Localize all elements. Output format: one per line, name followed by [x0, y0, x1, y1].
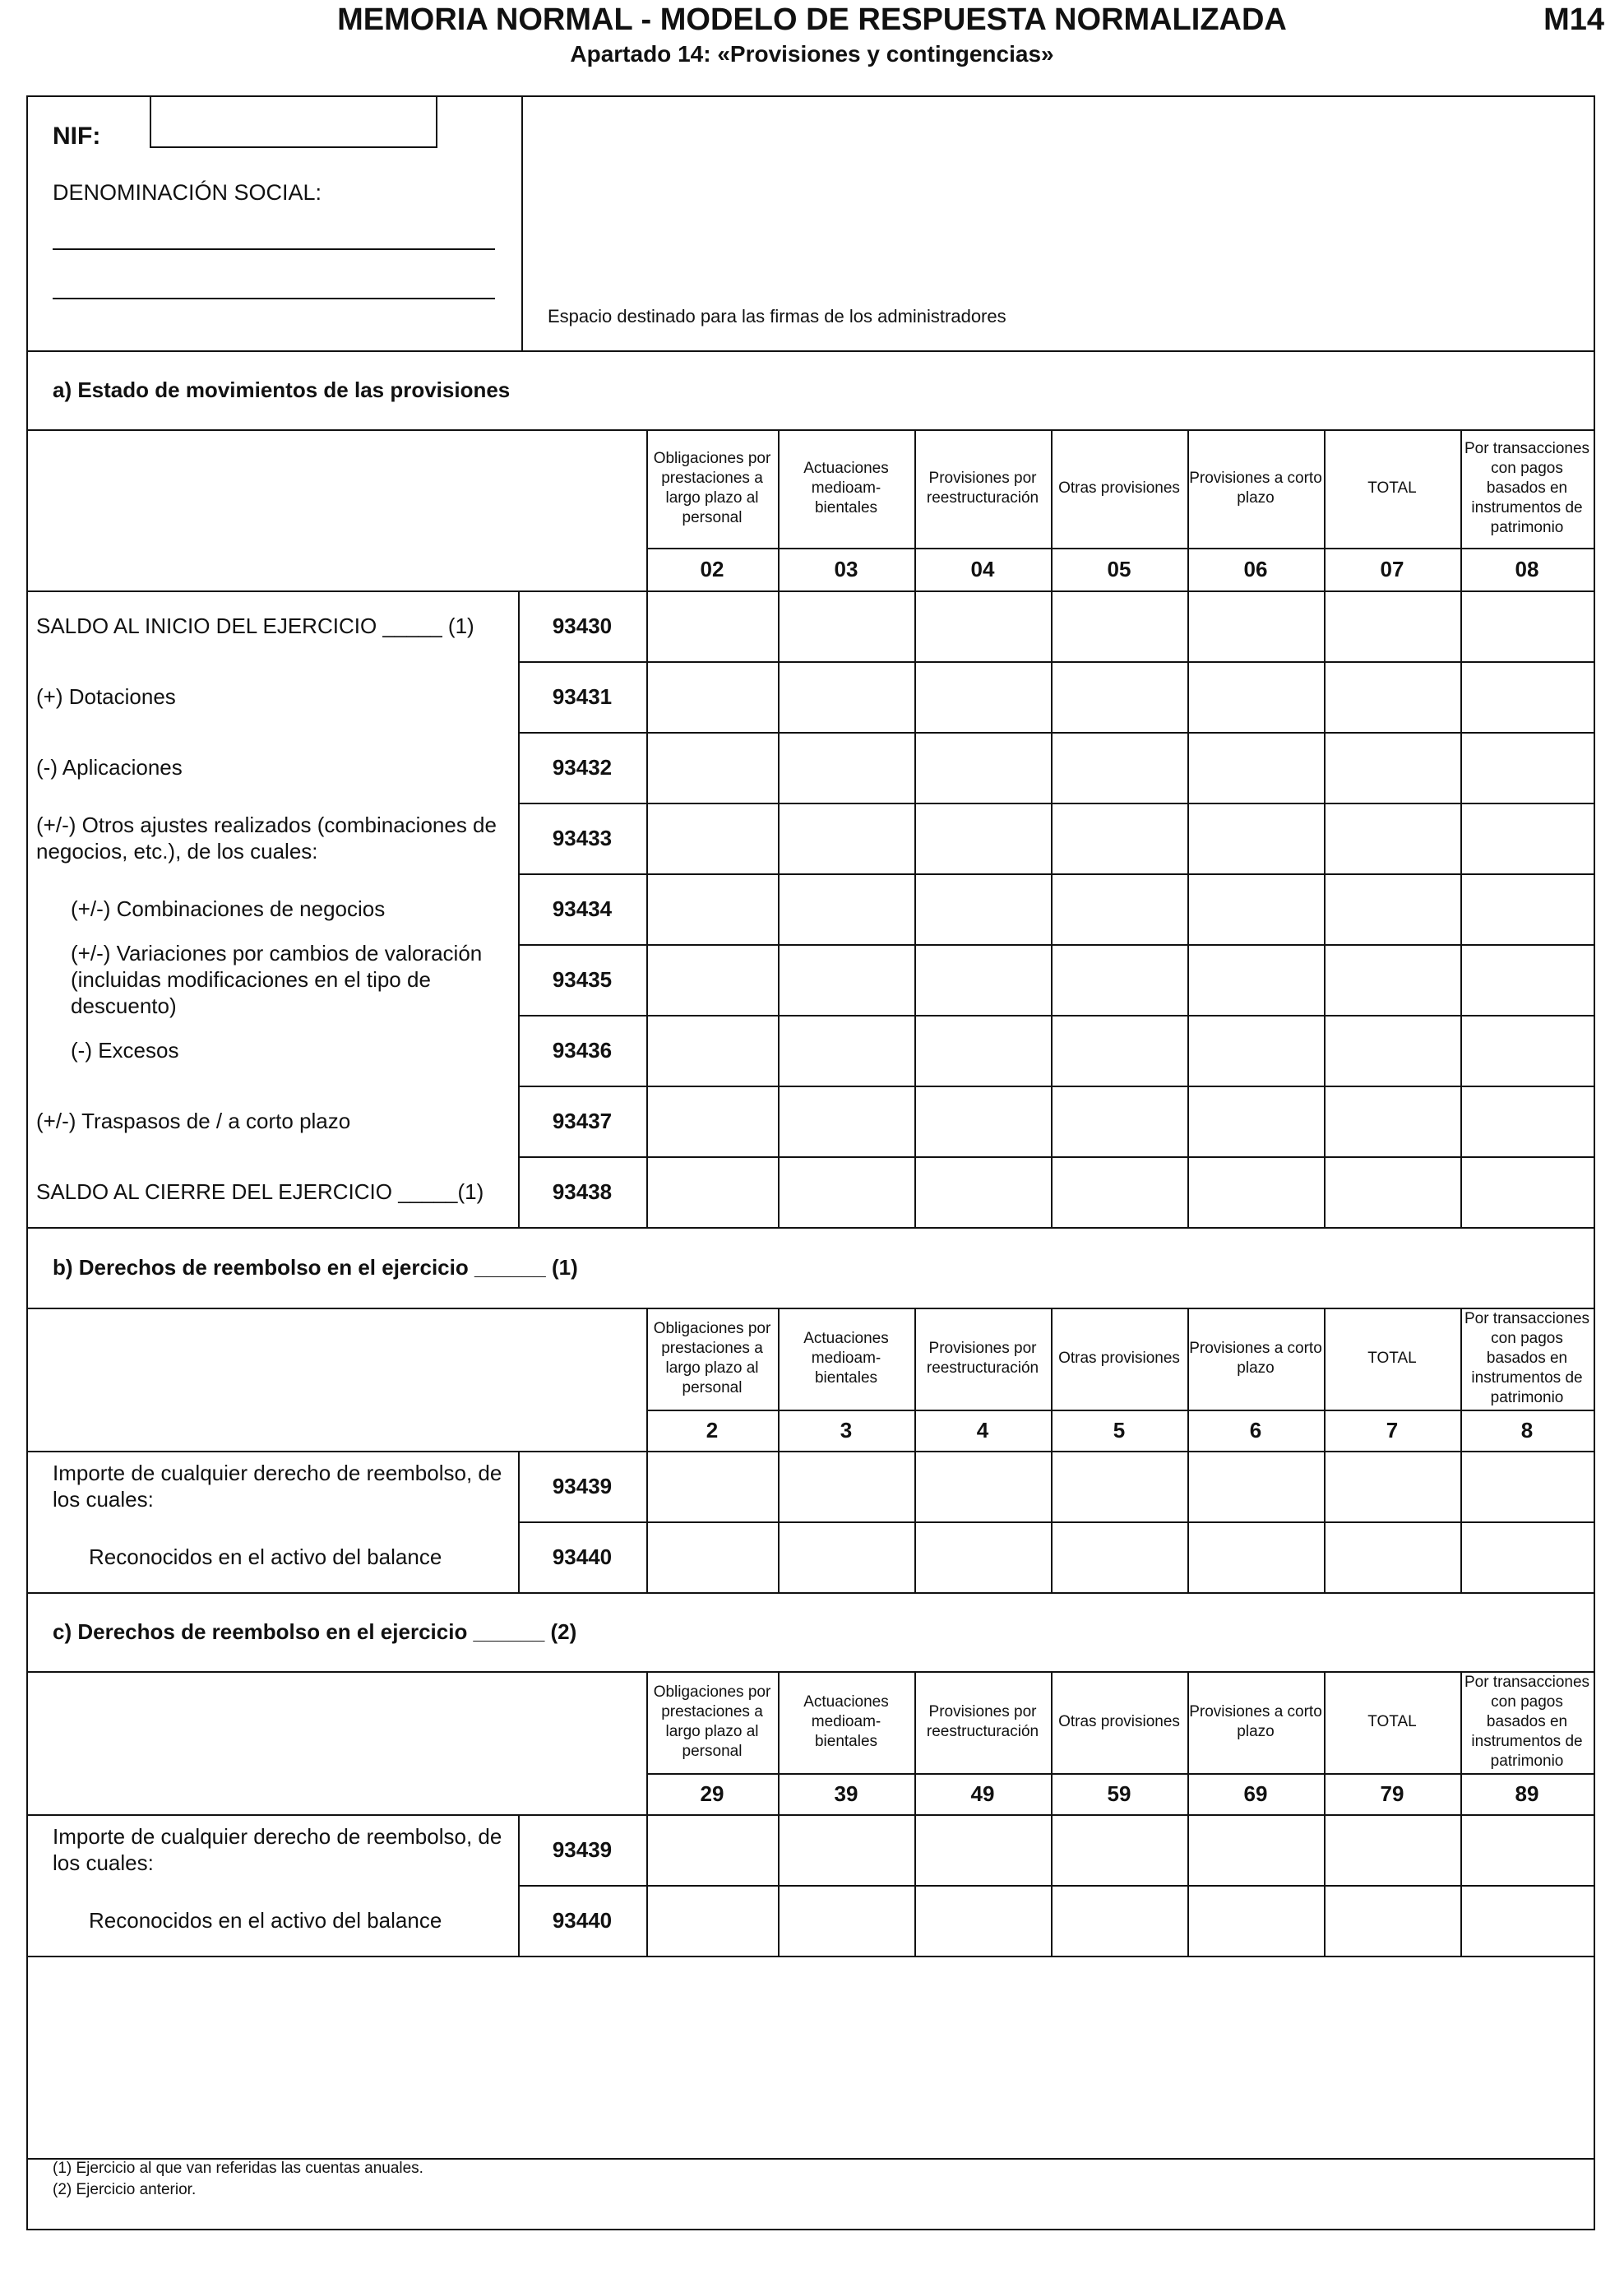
- a-value-cell[interactable]: [1460, 732, 1594, 803]
- a-value-cell[interactable]: [646, 944, 778, 1015]
- c-value-cell[interactable]: [1187, 1885, 1324, 1956]
- c-label-code-divider: [518, 1814, 520, 1956]
- a-value-cell[interactable]: [778, 661, 914, 732]
- a-value-cell[interactable]: [1324, 732, 1460, 803]
- footnote-1: (1) Ejercicio al que van referidas las cuentas anuales.: [53, 2160, 423, 2177]
- b-column-divider-3: [914, 1308, 916, 1451]
- b-column-header-5: Provisiones a corto plazo: [1189, 1340, 1322, 1377]
- a-value-cell[interactable]: [1460, 661, 1594, 732]
- a-column-code-2: 03: [834, 556, 858, 581]
- b-value-cell[interactable]: [1051, 1521, 1187, 1592]
- signature-space-label: Espacio destinado para las firmas de los administradores: [548, 306, 1006, 326]
- a-value-cell[interactable]: [1460, 803, 1594, 873]
- a-value-cell[interactable]: [646, 732, 778, 803]
- c-value-cell[interactable]: [778, 1885, 914, 1956]
- a-value-divider-2: [778, 590, 780, 1227]
- b-column-code-5: 6: [1249, 1417, 1262, 1443]
- b-value-cell[interactable]: [646, 1521, 778, 1592]
- a-value-cell[interactable]: [1187, 873, 1324, 944]
- b-column-divider-1: [646, 1308, 648, 1451]
- b-value-cell[interactable]: [778, 1521, 914, 1592]
- c-value-cell[interactable]: [1187, 1814, 1324, 1885]
- a-row-label: SALDO AL CIERRE DEL EJERCICIO _____(1): [36, 1179, 484, 1204]
- a-column-header-3: Provisiones por reestructuración: [926, 470, 1039, 507]
- c-column-header-2: Actuaciones medioam- bientales: [803, 1693, 889, 1750]
- a-value-divider-5: [1187, 590, 1189, 1227]
- c-value-cell[interactable]: [1324, 1814, 1460, 1885]
- a-value-cell[interactable]: [1460, 590, 1594, 661]
- a-column-header-2: Actuaciones medioam- bientales: [803, 460, 889, 516]
- c-value-divider-1: [646, 1814, 648, 1956]
- b-header-num-border: [646, 1410, 1594, 1411]
- a-value-cell[interactable]: [1187, 732, 1324, 803]
- a-value-cell[interactable]: [1187, 661, 1324, 732]
- c-column-divider-4: [1051, 1671, 1053, 1814]
- a-value-cell[interactable]: [1051, 944, 1187, 1015]
- a-value-divider-4: [1051, 590, 1053, 1227]
- a-value-cell[interactable]: [1187, 1015, 1324, 1086]
- a-column-code-1: 02: [700, 556, 724, 581]
- c-value-cell[interactable]: [1324, 1885, 1460, 1956]
- b-value-divider-4: [1051, 1451, 1053, 1592]
- c-value-divider-6: [1324, 1814, 1326, 1956]
- footnotes: [53, 2158, 423, 2201]
- form-subtitle: Apartado 14: «Provisiones y contingencias»: [570, 41, 1054, 67]
- c-row-label: Importe de cualquier derecho de reembolso, de los cuales:: [53, 1824, 502, 1875]
- a-value-cell[interactable]: [1460, 1015, 1594, 1086]
- b-row-label: Reconocidos en el activo del balance: [89, 1544, 442, 1569]
- b-column-header-3: Provisiones por reestructuración: [926, 1340, 1039, 1377]
- c-header-num-border: [646, 1773, 1594, 1775]
- a-header-num-border: [646, 548, 1594, 549]
- a-value-cell[interactable]: [778, 590, 914, 661]
- a-value-cell[interactable]: [1187, 1156, 1324, 1227]
- b-row-code: 93439: [552, 1473, 613, 1498]
- c-column-code-3: 49: [970, 1781, 995, 1806]
- a-row-code: 93433: [552, 825, 613, 850]
- a-row-label: SALDO AL INICIO DEL EJERCICIO _____ (1): [36, 614, 474, 638]
- a-column-header-1: Obligaciones por prestaciones a largo plazo al personal: [653, 450, 771, 526]
- b-column-header-7: Por transacciones con pagos basados en instrumentos de patrimonio: [1464, 1310, 1590, 1406]
- b-value-cell[interactable]: [914, 1521, 1051, 1592]
- a-value-cell[interactable]: [1051, 1015, 1187, 1086]
- b-column-divider-4: [1051, 1308, 1053, 1451]
- c-column-code-6: 79: [1380, 1781, 1404, 1806]
- c-value-divider-2: [778, 1814, 780, 1956]
- a-value-cell[interactable]: [646, 803, 778, 873]
- a-column-header-5: Provisiones a corto plazo: [1189, 470, 1322, 507]
- a-value-cell[interactable]: [778, 873, 914, 944]
- b-value-divider-5: [1187, 1451, 1189, 1592]
- b-value-cell[interactable]: [778, 1451, 914, 1521]
- b-label-code-divider: [518, 1451, 520, 1592]
- c-value-cell[interactable]: [646, 1885, 778, 1956]
- model-code: M14: [1543, 2, 1604, 37]
- denomination-label: DENOMINACIÓN SOCIAL:: [53, 180, 322, 205]
- a-value-cell[interactable]: [1187, 944, 1324, 1015]
- b-value-divider-3: [914, 1451, 916, 1592]
- a-row-label: (-) Aplicaciones: [36, 755, 183, 780]
- b-column-header-2: Actuaciones medioam- bientales: [803, 1330, 889, 1387]
- a-column-divider-7: [1460, 429, 1462, 590]
- b-column-header-4: Otras provisiones: [1058, 1350, 1180, 1367]
- a-value-cell[interactable]: [778, 1156, 914, 1227]
- a-value-cell[interactable]: [914, 1086, 1051, 1156]
- a-value-cell[interactable]: [914, 873, 1051, 944]
- denomination-field-line-1[interactable]: [53, 248, 495, 250]
- a-value-divider-3: [914, 590, 916, 1227]
- a-value-cell[interactable]: [1460, 944, 1594, 1015]
- nif-label: NIF:: [53, 123, 101, 150]
- a-value-cell[interactable]: [914, 944, 1051, 1015]
- a-value-divider-7: [1460, 590, 1462, 1227]
- c-column-divider-7: [1460, 1671, 1462, 1814]
- b-row-code: 93440: [552, 1544, 613, 1569]
- a-row-label: (-) Excesos: [71, 1038, 179, 1063]
- form-title: MEMORIA NORMAL - MODELO DE RESPUESTA NORMALIZADA: [337, 2, 1287, 37]
- a-value-cell[interactable]: [914, 661, 1051, 732]
- c-value-cell[interactable]: [1051, 1814, 1187, 1885]
- c-column-divider-2: [778, 1671, 780, 1814]
- a-column-code-4: 05: [1107, 556, 1131, 581]
- a-row-code: 93432: [552, 754, 613, 780]
- a-row-code: 93436: [552, 1037, 613, 1063]
- c-value-divider-7: [1460, 1814, 1462, 1956]
- a-value-cell[interactable]: [1460, 1156, 1594, 1227]
- c-value-divider-4: [1051, 1814, 1053, 1956]
- b-value-divider-7: [1460, 1451, 1462, 1592]
- b-column-header-1: Obligaciones por prestaciones a largo plazo al personal: [653, 1320, 771, 1396]
- b-value-cell[interactable]: [1460, 1451, 1594, 1521]
- b-column-code-3: 4: [976, 1417, 989, 1443]
- c-column-header-1: Obligaciones por prestaciones a largo plazo al personal: [653, 1683, 771, 1760]
- b-value-cell[interactable]: [1051, 1451, 1187, 1521]
- a-column-divider-4: [1051, 429, 1053, 590]
- a-value-cell[interactable]: [1051, 803, 1187, 873]
- c-value-cell[interactable]: [778, 1814, 914, 1885]
- a-value-cell[interactable]: [1051, 732, 1187, 803]
- c-row-code: 93439: [552, 1836, 613, 1862]
- c-column-divider-6: [1324, 1671, 1326, 1814]
- a-value-cell[interactable]: [1187, 803, 1324, 873]
- a-column-divider-1: [646, 429, 648, 590]
- a-row-code: 93431: [552, 683, 613, 709]
- a-row-label: (+/-) Otros ajustes realizados (combinaciones de negocios, etc.), de los cuales:: [36, 813, 497, 864]
- b-value-cell[interactable]: [1187, 1451, 1324, 1521]
- b-column-code-7: 8: [1520, 1417, 1534, 1443]
- a-value-cell[interactable]: [1187, 590, 1324, 661]
- a-value-cell[interactable]: [914, 803, 1051, 873]
- a-column-code-5: 06: [1243, 556, 1268, 581]
- a-value-cell[interactable]: [1051, 1086, 1187, 1156]
- c-value-cell[interactable]: [914, 1814, 1051, 1885]
- a-value-divider-6: [1324, 590, 1326, 1227]
- c-value-divider-5: [1187, 1814, 1189, 1956]
- b-column-divider-2: [778, 1308, 780, 1451]
- a-value-cell[interactable]: [1051, 1156, 1187, 1227]
- b-column-code-2: 3: [840, 1417, 853, 1443]
- b-value-cell[interactable]: [1187, 1521, 1324, 1592]
- a-value-cell[interactable]: [1324, 1015, 1460, 1086]
- c-column-header-4: Otras provisiones: [1058, 1713, 1180, 1730]
- c-row-code: 93440: [552, 1907, 613, 1933]
- a-value-cell[interactable]: [1460, 873, 1594, 944]
- b-value-cell[interactable]: [1324, 1451, 1460, 1521]
- b-value-cell[interactable]: [1324, 1521, 1460, 1592]
- c-value-cell[interactable]: [646, 1814, 778, 1885]
- c-column-code-1: 29: [700, 1781, 724, 1806]
- a-value-cell[interactable]: [914, 590, 1051, 661]
- a-value-cell[interactable]: [646, 661, 778, 732]
- a-column-divider-6: [1324, 429, 1326, 590]
- a-value-cell[interactable]: [1051, 661, 1187, 732]
- a-value-cell[interactable]: [646, 873, 778, 944]
- c-column-header-7: Por transacciones con pagos basados en instrumentos de patrimonio: [1464, 1674, 1590, 1770]
- c-section-title: c) Derechos de reembolso en el ejercicio ______ (2): [53, 1619, 577, 1644]
- b-value-cell[interactable]: [646, 1451, 778, 1521]
- c-column-code-5: 69: [1243, 1781, 1268, 1806]
- a-value-cell[interactable]: [1187, 1086, 1324, 1156]
- c-value-cell[interactable]: [1460, 1814, 1594, 1885]
- b-column-divider-5: [1187, 1308, 1189, 1451]
- a-value-cell[interactable]: [914, 732, 1051, 803]
- a-value-cell[interactable]: [1324, 803, 1460, 873]
- c-column-divider-3: [914, 1671, 916, 1814]
- a-row-code: 93438: [552, 1179, 613, 1204]
- c-value-cell[interactable]: [914, 1885, 1051, 1956]
- a-value-cell[interactable]: [778, 803, 914, 873]
- a-column-code-3: 04: [970, 556, 995, 581]
- a-row-label: (+) Dotaciones: [36, 684, 176, 709]
- a-value-cell[interactable]: [914, 1156, 1051, 1227]
- a-row-code: 93434: [552, 896, 613, 921]
- a-value-cell[interactable]: [1324, 944, 1460, 1015]
- a-row-label: (+/-) Variaciones por cambios de valoración (incluidas modificaciones en el tipo de descuento): [71, 941, 483, 1018]
- c-column-code-4: 59: [1107, 1781, 1131, 1806]
- denomination-field-line-2[interactable]: [53, 298, 495, 299]
- c-column-divider-1: [646, 1671, 648, 1814]
- b-column-code-4: 5: [1113, 1417, 1126, 1443]
- a-label-code-divider: [518, 590, 520, 1227]
- a-column-header-6: TOTAL: [1367, 479, 1417, 497]
- c-column-code-2: 39: [834, 1781, 858, 1806]
- a-column-code-6: 07: [1380, 556, 1404, 581]
- b-column-code-1: 2: [706, 1417, 719, 1443]
- a-row-label: (+/-) Combinaciones de negocios: [71, 896, 386, 921]
- a-value-cell[interactable]: [1460, 1086, 1594, 1156]
- form-frame: [26, 95, 1595, 2230]
- a-value-cell[interactable]: [646, 1156, 778, 1227]
- a-value-cell[interactable]: [778, 944, 914, 1015]
- a-section-title: a) Estado de movimientos de las provisiones: [53, 377, 511, 402]
- a-row-label: (+/-) Traspasos de / a corto plazo: [36, 1109, 351, 1133]
- c-column-divider-5: [1187, 1671, 1189, 1814]
- a-value-cell[interactable]: [914, 1015, 1051, 1086]
- b-value-divider-1: [646, 1451, 648, 1592]
- nif-field[interactable]: [150, 97, 437, 148]
- c-column-header-6: TOTAL: [1367, 1713, 1417, 1730]
- b-column-divider-6: [1324, 1308, 1326, 1451]
- a-column-divider-5: [1187, 429, 1189, 590]
- a-value-cell[interactable]: [646, 1015, 778, 1086]
- b-value-divider-2: [778, 1451, 780, 1592]
- a-bottom-border: [28, 1227, 1594, 1229]
- c-column-header-3: Provisiones por reestructuración: [926, 1703, 1039, 1740]
- a-column-divider-2: [778, 429, 780, 590]
- a-value-cell[interactable]: [1324, 1086, 1460, 1156]
- a-row-code: 93430: [552, 613, 613, 638]
- b-value-divider-6: [1324, 1451, 1326, 1592]
- a-column-header-4: Otras provisiones: [1058, 479, 1180, 497]
- c-bottom-border: [28, 1956, 1594, 1957]
- b-value-cell[interactable]: [1460, 1521, 1594, 1592]
- b-bottom-border: [28, 1592, 1594, 1594]
- a-row-code: 93435: [552, 966, 613, 992]
- a-value-cell[interactable]: [1051, 590, 1187, 661]
- footnote-2: (2) Ejercicio anterior.: [53, 2181, 197, 2198]
- a-value-cell[interactable]: [646, 1086, 778, 1156]
- c-value-cell[interactable]: [1460, 1885, 1594, 1956]
- a-value-cell[interactable]: [1324, 590, 1460, 661]
- a-value-cell[interactable]: [1324, 1156, 1460, 1227]
- a-value-cell[interactable]: [778, 1015, 914, 1086]
- b-column-header-6: TOTAL: [1367, 1350, 1417, 1367]
- a-value-cell[interactable]: [778, 732, 914, 803]
- identification-bottom-border: [28, 350, 1594, 352]
- c-row-label: Reconocidos en el activo del balance: [89, 1908, 442, 1933]
- b-column-divider-7: [1460, 1308, 1462, 1451]
- a-value-divider-1: [646, 590, 648, 1227]
- a-value-cell[interactable]: [646, 590, 778, 661]
- a-row-code: 93437: [552, 1108, 613, 1133]
- b-section-title: b) Derechos de reembolso en el ejercicio ______ (1): [53, 1255, 578, 1280]
- a-column-code-7: 08: [1515, 556, 1539, 581]
- a-column-divider-3: [914, 429, 916, 590]
- c-value-cell[interactable]: [1051, 1885, 1187, 1956]
- a-value-cell[interactable]: [778, 1086, 914, 1156]
- a-value-cell[interactable]: [1324, 661, 1460, 732]
- c-value-divider-3: [914, 1814, 916, 1956]
- b-column-code-6: 7: [1386, 1417, 1399, 1443]
- identification-divider: [521, 97, 523, 350]
- b-value-cell[interactable]: [914, 1451, 1051, 1521]
- c-column-code-7: 89: [1515, 1781, 1539, 1806]
- a-column-header-7: Por transacciones con pagos basados en instrumentos de patrimonio: [1464, 440, 1590, 536]
- c-column-header-5: Provisiones a corto plazo: [1189, 1703, 1322, 1740]
- b-row-label: Importe de cualquier derecho de reembolso, de los cuales:: [53, 1461, 502, 1512]
- a-value-cell[interactable]: [1051, 873, 1187, 944]
- a-value-cell[interactable]: [1324, 873, 1460, 944]
